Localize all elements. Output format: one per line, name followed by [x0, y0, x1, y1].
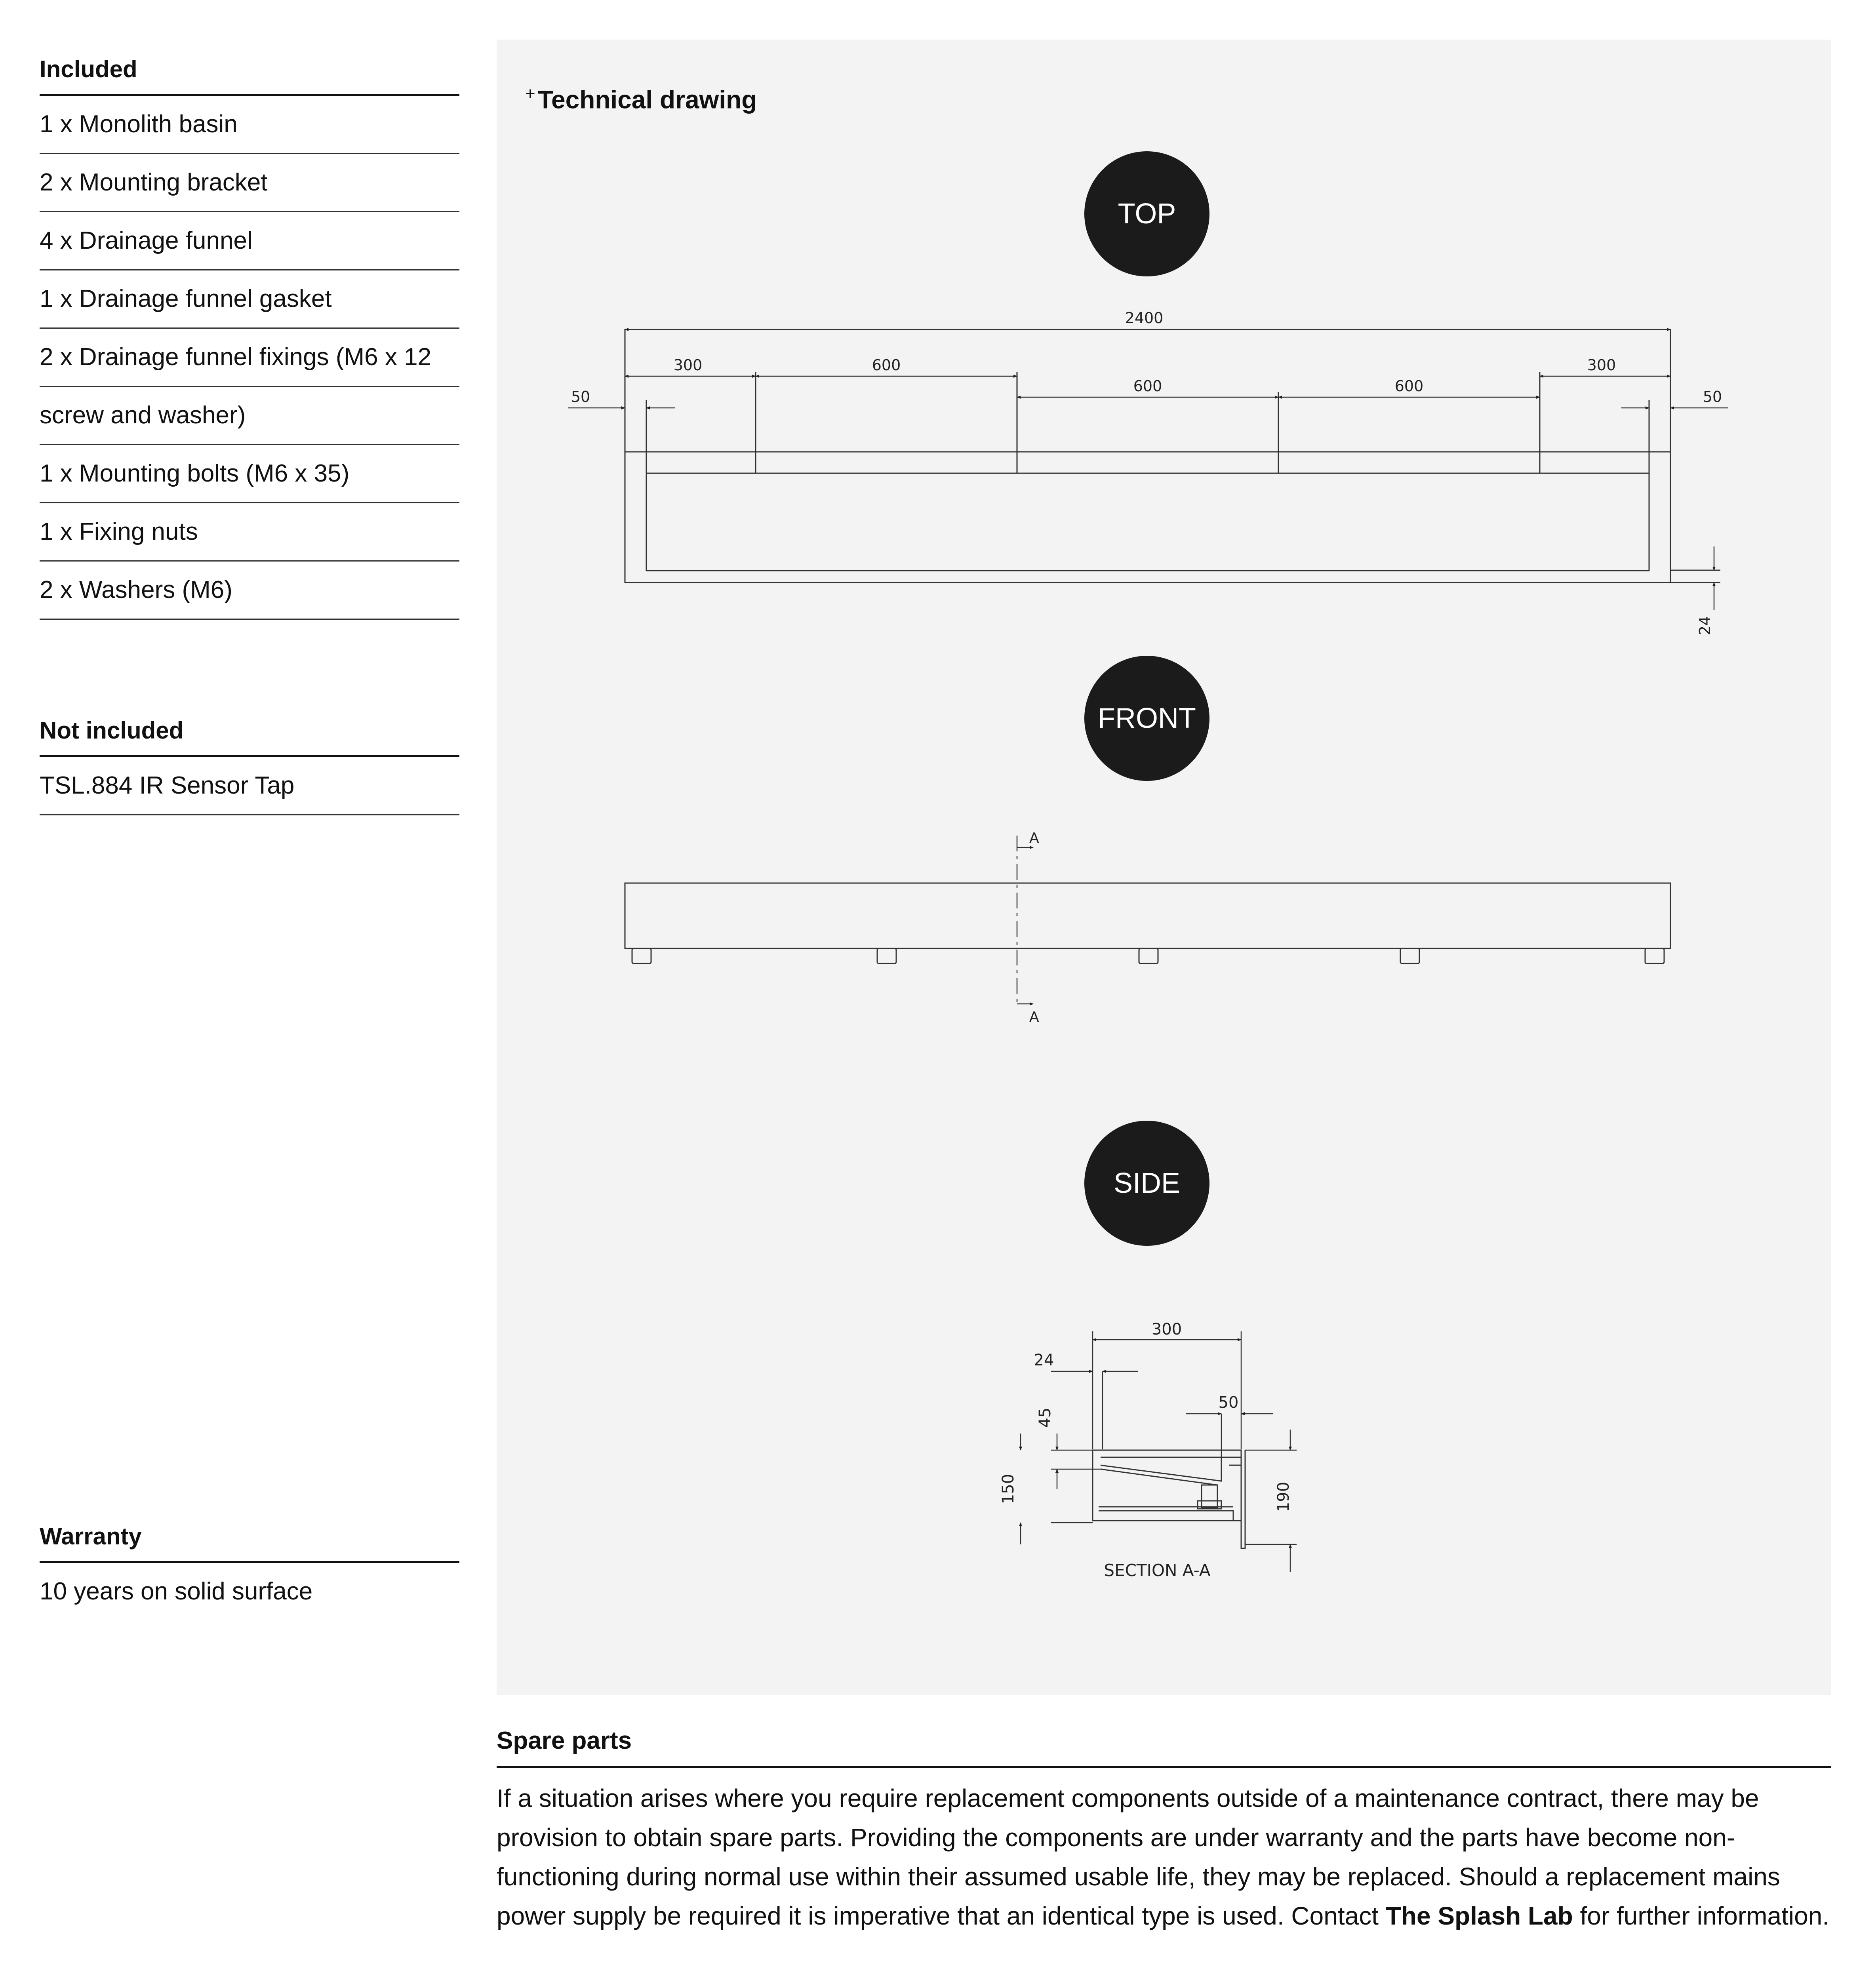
- dim-side-150: 150: [999, 1474, 1017, 1504]
- included-item: screw and washer): [40, 387, 459, 445]
- view-badge-front: FRONT: [1084, 656, 1209, 781]
- included-title: Included: [40, 55, 459, 96]
- included-section: [40, 55, 459, 620]
- plus-icon: +: [525, 84, 535, 103]
- dim-50-right: 50: [1703, 388, 1722, 406]
- spare-parts-text: [497, 1779, 1831, 1936]
- section-mark-bottom: A: [1029, 1009, 1039, 1025]
- dim-total-width: 2400: [1125, 309, 1164, 327]
- spare-parts-title: Spare parts: [497, 1727, 1831, 1768]
- spare-parts-section: [497, 1727, 1831, 1936]
- side-section-dimensions: [1021, 1331, 1297, 1572]
- dim-side-45: 45: [1036, 1407, 1054, 1428]
- included-item: 2 x Mounting bracket: [40, 154, 459, 212]
- side-section-drawing: [1093, 1450, 1245, 1548]
- included-item: 4 x Drainage funnel: [40, 212, 459, 270]
- dim-50-left: 50: [571, 388, 590, 406]
- spare-parts-text-after: for further information.: [1573, 1902, 1830, 1930]
- included-item: 1 x Monolith basin: [40, 96, 459, 154]
- section-mark-top: A: [1029, 830, 1039, 846]
- not-included-title: Not included: [40, 717, 459, 757]
- warranty-title: Warranty: [40, 1523, 459, 1563]
- top-view-dimensions: [568, 329, 1728, 610]
- basin-outline-top: [625, 452, 1670, 583]
- front-view-drawing: [625, 836, 1670, 1006]
- dim-300-left: 300: [673, 356, 703, 374]
- dim-side-190: 190: [1274, 1481, 1293, 1512]
- dim-600-first: 600: [872, 356, 901, 374]
- dim-300-right: 300: [1587, 356, 1616, 374]
- dim-side-24: 24: [1034, 1351, 1054, 1369]
- included-item: 2 x Washers (M6): [40, 562, 459, 620]
- included-item: 1 x Fixing nuts: [40, 503, 459, 562]
- dim-600-second: 600: [1133, 377, 1162, 395]
- dim-600-third: 600: [1394, 377, 1424, 395]
- included-item: 1 x Drainage funnel gasket: [40, 270, 459, 329]
- not-included-section: [40, 717, 459, 815]
- dim-side-300: 300: [1151, 1320, 1182, 1338]
- included-item: 2 x Drainage funnel fixings (M6 x 12: [40, 329, 459, 387]
- spare-parts-text-before: If a situation arises where you require replacement components outside of a maintenance contract, there may be provision to obtain spare parts. Providing the components are under warranty and the parts have become non-functioning during normal use within their assumed usable life, they may be replaced. Should a replacement mains power supply be required it is imperative that an identical type is used. Contact: [497, 1784, 1780, 1930]
- warranty-text: 10 years on solid surface: [40, 1578, 313, 1605]
- section-caption: SECTION A-A: [1104, 1561, 1211, 1580]
- warranty-section: [40, 1523, 459, 1620]
- technical-drawing-title: Technical drawing: [537, 85, 757, 114]
- technical-drawing-panel: [497, 40, 1831, 1695]
- basin-bowl-top: [646, 473, 1649, 571]
- dim-side-50: 50: [1218, 1394, 1239, 1412]
- technical-drawing-svg: [497, 40, 1831, 1695]
- not-included-item: TSL.884 IR Sensor Tap: [40, 757, 459, 815]
- basin-outline-front: [625, 883, 1670, 948]
- dim-24-top: 24: [1696, 616, 1714, 636]
- top-view-drawing: [625, 329, 1720, 583]
- view-badge-top: TOP: [1084, 151, 1209, 276]
- view-badge-side: SIDE: [1084, 1121, 1209, 1246]
- included-item: 1 x Mounting bolts (M6 x 35): [40, 445, 459, 503]
- brand-link[interactable]: The Splash Lab: [1385, 1902, 1573, 1930]
